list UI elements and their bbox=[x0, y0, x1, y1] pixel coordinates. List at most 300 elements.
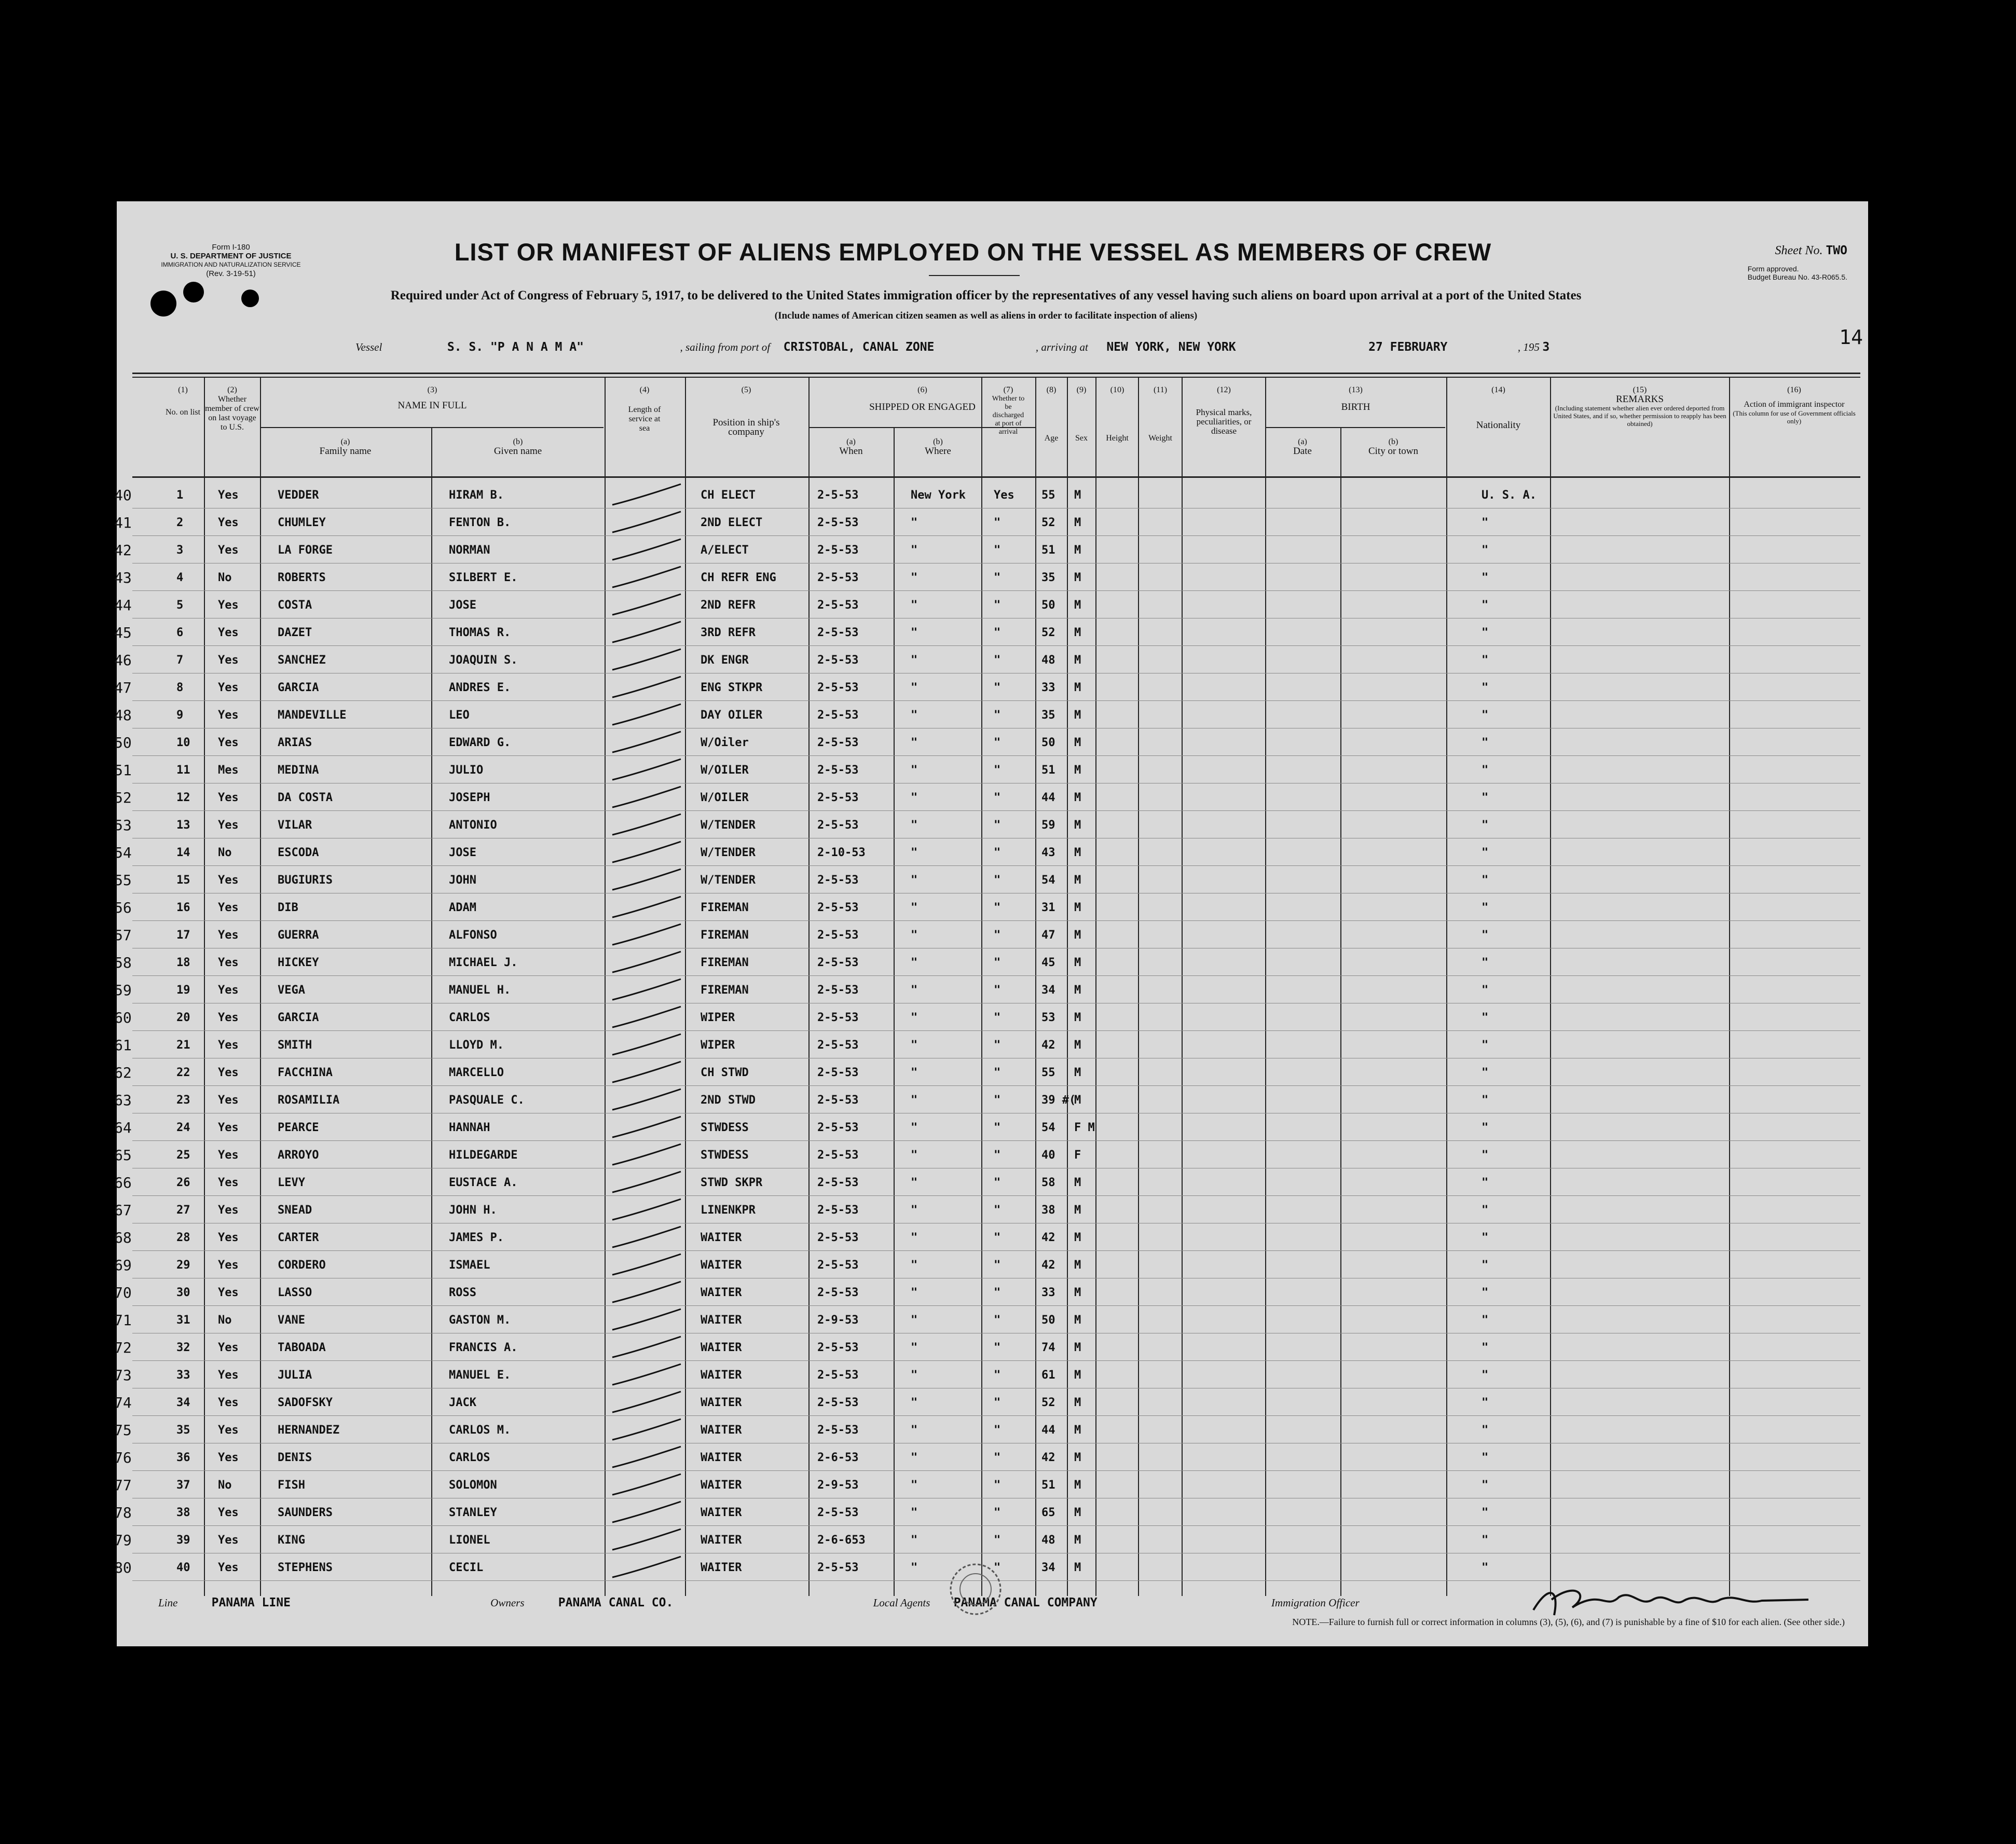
crew-table bbox=[114, 373, 1860, 1597]
nationality: " bbox=[1482, 791, 1489, 804]
sex: M bbox=[1074, 1534, 1081, 1547]
col-nationality-label: Nationality bbox=[1476, 420, 1521, 431]
age: 61 bbox=[1041, 1369, 1055, 1382]
table-top-rule bbox=[132, 373, 1860, 374]
margin-line-number: 43 bbox=[114, 569, 132, 586]
shipped-when: 2-5-53 bbox=[817, 681, 859, 694]
given-name: EUSTACE A. bbox=[449, 1176, 518, 1189]
shipped-where: " bbox=[911, 1534, 918, 1547]
col-discharge-num: (7) bbox=[1003, 386, 1013, 394]
service-length-stroke bbox=[607, 810, 685, 841]
margin-line-number: 69 bbox=[114, 1257, 132, 1274]
discharge: " bbox=[994, 599, 1001, 612]
row-rule bbox=[132, 1525, 1860, 1526]
row-number: 18 bbox=[176, 956, 190, 969]
family-name: CORDERO bbox=[278, 1259, 326, 1272]
given-name: PASQUALE C. bbox=[449, 1094, 525, 1107]
col-shipped-label: SHIPPED OR ENGAGED bbox=[869, 402, 976, 412]
margin-line-number: 52 bbox=[114, 789, 132, 806]
shipped-where: New York bbox=[911, 489, 966, 502]
col-service-num: (4) bbox=[639, 386, 650, 394]
family-name: PEARCE bbox=[278, 1121, 319, 1134]
officer-label: Immigration Officer bbox=[1271, 1597, 1360, 1609]
shipped-when: 2-5-53 bbox=[817, 929, 859, 942]
agents-label: Local Agents bbox=[873, 1597, 930, 1609]
given-name: SOLOMON bbox=[449, 1479, 497, 1492]
row-rule bbox=[132, 865, 1860, 866]
margin-line-number: 80 bbox=[114, 1559, 132, 1576]
given-name: JOAQUIN S. bbox=[449, 654, 518, 667]
position: 2ND STWD bbox=[701, 1094, 756, 1107]
given-name: ROSS bbox=[449, 1286, 476, 1299]
shipped-where: " bbox=[911, 929, 918, 942]
prev-voyage: No bbox=[218, 1479, 232, 1492]
prev-voyage: Mes bbox=[218, 764, 239, 777]
title-underline bbox=[929, 275, 1020, 276]
position: WAITER bbox=[701, 1396, 742, 1409]
nationality: " bbox=[1482, 1231, 1489, 1244]
nationality: " bbox=[1482, 681, 1489, 694]
shipped-when: 2-5-53 bbox=[817, 1396, 859, 1409]
age: 42 bbox=[1041, 1231, 1055, 1244]
family-name: VEDDER bbox=[278, 489, 319, 502]
position: STWDESS bbox=[701, 1149, 749, 1162]
shipped-when: 2-5-53 bbox=[817, 1424, 859, 1437]
col-divider bbox=[981, 377, 982, 1596]
sex: M bbox=[1074, 736, 1081, 749]
family-name: SAUNDERS bbox=[278, 1506, 333, 1519]
col-discharge-header bbox=[982, 386, 1034, 436]
col-where-label: Where bbox=[925, 446, 951, 457]
nationality: " bbox=[1482, 1066, 1489, 1079]
position: CH STWD bbox=[701, 1066, 749, 1079]
nationality: " bbox=[1482, 516, 1489, 529]
family-name: ROSAMILIA bbox=[278, 1094, 340, 1107]
service-length-stroke bbox=[607, 892, 685, 924]
col-divider bbox=[1729, 377, 1730, 1596]
shipped-where: " bbox=[911, 599, 918, 612]
col-sex-header bbox=[1068, 386, 1095, 443]
position: FIREMAN bbox=[701, 956, 749, 969]
row-number: 7 bbox=[176, 654, 184, 667]
given-name: LIONEL bbox=[449, 1534, 490, 1547]
vessel-label: Vessel bbox=[355, 341, 382, 353]
position: STWDESS bbox=[701, 1121, 749, 1134]
family-name: GARCIA bbox=[278, 681, 319, 694]
margin-line-number: 42 bbox=[114, 542, 132, 559]
given-name: JACK bbox=[449, 1396, 476, 1409]
age: 42 bbox=[1041, 1039, 1055, 1052]
age: 52 bbox=[1041, 626, 1055, 639]
col-no-label: No. on list bbox=[165, 408, 201, 417]
col-age-label: Age bbox=[1044, 434, 1059, 443]
col-divider bbox=[894, 427, 895, 1596]
col-city-num: (b) bbox=[1388, 437, 1398, 446]
footer-line bbox=[158, 1596, 1360, 1609]
shipped-when: 2-5-53 bbox=[817, 1341, 859, 1354]
prev-voyage: Yes bbox=[218, 791, 239, 804]
shipped-where: " bbox=[911, 764, 918, 777]
service-length-stroke bbox=[607, 837, 685, 869]
sex: M bbox=[1074, 984, 1081, 997]
discharge: " bbox=[994, 956, 1001, 969]
manifest-sheet bbox=[114, 201, 1868, 1646]
service-length-stroke bbox=[607, 1305, 685, 1336]
given-name: MICHAEL J. bbox=[449, 956, 518, 969]
discharge: " bbox=[994, 1204, 1001, 1217]
arriving-port: NEW YORK, NEW YORK bbox=[1106, 340, 1236, 354]
nationality: " bbox=[1482, 1286, 1489, 1299]
discharge: " bbox=[994, 1369, 1001, 1382]
col-name-header bbox=[261, 386, 604, 410]
position: WIPER bbox=[701, 1011, 735, 1024]
row-number: 33 bbox=[176, 1369, 190, 1382]
position: WAITER bbox=[701, 1479, 742, 1492]
position: W/TENDER bbox=[701, 874, 756, 887]
given-name: JOHN H. bbox=[449, 1204, 497, 1217]
prev-voyage: Yes bbox=[218, 1039, 239, 1052]
shipped-where: " bbox=[911, 1259, 918, 1272]
row-number: 13 bbox=[176, 819, 190, 832]
col-birth-header bbox=[1266, 386, 1445, 412]
margin-line-number: 40 bbox=[114, 487, 132, 504]
age: 44 bbox=[1041, 791, 1055, 804]
given-name: ANDRES E. bbox=[449, 681, 511, 694]
shipped-where: " bbox=[911, 571, 918, 584]
sex: M bbox=[1074, 1424, 1081, 1437]
service-length-stroke bbox=[607, 480, 685, 511]
nationality: " bbox=[1482, 846, 1489, 859]
shipped-when: 2-6-53 bbox=[817, 1451, 859, 1464]
family-name: VANE bbox=[278, 1314, 305, 1327]
service-length-stroke bbox=[607, 1030, 685, 1061]
row-rule bbox=[132, 1305, 1860, 1306]
shipped-where: " bbox=[911, 1451, 918, 1464]
discharge: " bbox=[994, 1149, 1001, 1162]
sex: F M bbox=[1074, 1121, 1095, 1134]
given-name: JOHN bbox=[449, 874, 476, 887]
age: 65 bbox=[1041, 1506, 1055, 1519]
col-divider bbox=[1265, 377, 1266, 1596]
row-number: 28 bbox=[176, 1231, 190, 1244]
age: 42 bbox=[1041, 1259, 1055, 1272]
shipped-where: " bbox=[911, 1396, 918, 1409]
family-name: SADOFSKY bbox=[278, 1396, 333, 1409]
sex: M bbox=[1074, 1396, 1081, 1409]
prev-voyage: Yes bbox=[218, 929, 239, 942]
discharge: " bbox=[994, 1479, 1001, 1492]
family-name: GUERRA bbox=[278, 929, 319, 942]
col-birth-num: (13) bbox=[1349, 386, 1363, 394]
service-length-stroke bbox=[607, 1002, 685, 1034]
service-length-stroke bbox=[607, 1497, 685, 1529]
margin-line-number: 72 bbox=[114, 1339, 132, 1356]
row-rule bbox=[132, 755, 1860, 756]
row-rule bbox=[132, 1250, 1860, 1251]
age: 38 bbox=[1041, 1204, 1055, 1217]
margin-line-number: 46 bbox=[114, 652, 132, 669]
col-service-header bbox=[606, 386, 683, 433]
col-position-num: (5) bbox=[741, 386, 751, 394]
shipped-where: " bbox=[911, 1341, 918, 1354]
col-name-num: (3) bbox=[427, 386, 437, 394]
family-name: DAZET bbox=[278, 626, 312, 639]
nationality: " bbox=[1482, 1039, 1489, 1052]
shipped-where: " bbox=[911, 1231, 918, 1244]
prev-voyage: Yes bbox=[218, 709, 239, 722]
shipped-when: 2-5-53 bbox=[817, 1011, 859, 1024]
given-name: FRANCIS A. bbox=[449, 1341, 518, 1354]
shipped-when: 2-5-53 bbox=[817, 736, 859, 749]
shipped-when: 2-5-53 bbox=[817, 1506, 859, 1519]
margin-line-number: 54 bbox=[114, 844, 132, 861]
shipped-where: " bbox=[911, 1424, 918, 1437]
sex: M bbox=[1074, 544, 1081, 557]
col-height-num: (10) bbox=[1110, 386, 1124, 394]
given-name: LEO bbox=[449, 709, 470, 722]
shipped-when: 2-5-53 bbox=[817, 1204, 859, 1217]
vessel-line bbox=[355, 340, 1549, 354]
nationality: " bbox=[1482, 929, 1489, 942]
shipped-where: " bbox=[911, 654, 918, 667]
given-name: JAMES P. bbox=[449, 1231, 504, 1244]
col-action-num: (16) bbox=[1787, 386, 1801, 394]
sex: M bbox=[1074, 764, 1081, 777]
position: 2ND ELECT bbox=[701, 516, 763, 529]
sex: M bbox=[1074, 1506, 1081, 1519]
shipped-where: " bbox=[911, 901, 918, 914]
shipped-when: 2-5-53 bbox=[817, 984, 859, 997]
discharge: " bbox=[994, 984, 1001, 997]
service-length-stroke bbox=[607, 617, 685, 649]
sex: M bbox=[1074, 1286, 1081, 1299]
row-number: 10 bbox=[176, 736, 190, 749]
position: WAITER bbox=[701, 1451, 742, 1464]
nationality: " bbox=[1482, 544, 1489, 557]
col-family-label: Family name bbox=[319, 446, 372, 457]
position: WAITER bbox=[701, 1314, 742, 1327]
row-number: 4 bbox=[176, 571, 184, 584]
age: 44 bbox=[1041, 1424, 1055, 1437]
age: 51 bbox=[1041, 544, 1055, 557]
family-name: LEVY bbox=[278, 1176, 305, 1189]
shipped-when: 2-6-653 bbox=[817, 1534, 866, 1547]
given-name: ADAM bbox=[449, 901, 476, 914]
nationality: " bbox=[1482, 764, 1489, 777]
prev-voyage: Yes bbox=[218, 819, 239, 832]
col-sex-num: (9) bbox=[1076, 386, 1087, 394]
shipped-where: " bbox=[911, 626, 918, 639]
sex: M bbox=[1074, 1176, 1081, 1189]
shipped-when: 2-5-53 bbox=[817, 1286, 859, 1299]
age: 55 bbox=[1041, 489, 1055, 502]
col-when-header bbox=[810, 437, 893, 456]
prev-voyage: Yes bbox=[218, 626, 239, 639]
shipped-where: " bbox=[911, 819, 918, 832]
col-marks-label: Physical marks, peculiarities, or disease bbox=[1196, 407, 1252, 436]
row-rule bbox=[132, 1360, 1860, 1361]
position: WAITER bbox=[701, 1369, 742, 1382]
prev-voyage: Yes bbox=[218, 1066, 239, 1079]
shipped-when: 2-5-53 bbox=[817, 654, 859, 667]
given-name: THOMAS R. bbox=[449, 626, 511, 639]
margin-line-number: 77 bbox=[114, 1477, 132, 1494]
shipped-where: " bbox=[911, 1314, 918, 1327]
col-marks-num: (12) bbox=[1217, 386, 1231, 394]
service-length-stroke bbox=[607, 645, 685, 676]
shipped-where: " bbox=[911, 1561, 918, 1574]
margin-line-number: 41 bbox=[114, 514, 132, 531]
col-weight-header bbox=[1139, 386, 1182, 443]
col-remarks-num: (15) bbox=[1633, 386, 1647, 394]
margin-line-number: 67 bbox=[114, 1202, 132, 1219]
sex: M bbox=[1074, 571, 1081, 584]
discharge: " bbox=[994, 1039, 1001, 1052]
service-length-stroke bbox=[607, 1360, 685, 1391]
position: W/OILER bbox=[701, 764, 749, 777]
include-note: (Include names of American citizen seamen as well as aliens in order to facilitate inspection of aliens) bbox=[774, 310, 1198, 321]
nationality: " bbox=[1482, 1451, 1489, 1464]
position: WAITER bbox=[701, 1286, 742, 1299]
prev-voyage: Yes bbox=[218, 1204, 239, 1217]
discharge: " bbox=[994, 516, 1001, 529]
nationality: " bbox=[1482, 1534, 1489, 1547]
col-city-label: City or town bbox=[1368, 446, 1419, 457]
sex: M bbox=[1074, 1011, 1081, 1024]
age: 52 bbox=[1041, 1396, 1055, 1409]
row-number: 32 bbox=[176, 1341, 190, 1354]
prev-voyage: No bbox=[218, 846, 232, 859]
family-name: VILAR bbox=[278, 819, 312, 832]
prev-voyage: Yes bbox=[218, 544, 239, 557]
given-name: JOSEPH bbox=[449, 791, 490, 804]
age: 59 bbox=[1041, 819, 1055, 832]
prev-voyage: Yes bbox=[218, 1534, 239, 1547]
sex: M bbox=[1074, 901, 1081, 914]
age: 52 bbox=[1041, 516, 1055, 529]
sex: M bbox=[1074, 599, 1081, 612]
given-name: CARLOS bbox=[449, 1451, 490, 1464]
sex: M bbox=[1074, 819, 1081, 832]
discharge: " bbox=[994, 819, 1001, 832]
service-length-stroke bbox=[607, 755, 685, 786]
shipped-when: 2-9-53 bbox=[817, 1314, 859, 1327]
prev-voyage: Yes bbox=[218, 1561, 239, 1574]
position: FIREMAN bbox=[701, 984, 749, 997]
shipped-when: 2-5-53 bbox=[817, 1039, 859, 1052]
shipped-where: " bbox=[911, 984, 918, 997]
agents-value: PANAMA CANAL COMPANY bbox=[953, 1596, 1098, 1609]
position: WAITER bbox=[701, 1506, 742, 1519]
row-number: 35 bbox=[176, 1424, 190, 1437]
col-where-header bbox=[895, 437, 981, 456]
prev-voyage: Yes bbox=[218, 1451, 239, 1464]
shipped-when: 2-5-53 bbox=[817, 819, 859, 832]
row-number: 11 bbox=[176, 764, 190, 777]
position: STWD SKPR bbox=[701, 1176, 763, 1189]
prev-voyage: Yes bbox=[218, 1231, 239, 1244]
discharge: " bbox=[994, 654, 1001, 667]
margin-line-number: 79 bbox=[114, 1532, 132, 1549]
service-length-stroke bbox=[607, 1112, 685, 1144]
prev-voyage: No bbox=[218, 571, 232, 584]
prev-voyage: Yes bbox=[218, 489, 239, 502]
sex: M bbox=[1074, 709, 1081, 722]
prev-voyage: Yes bbox=[218, 1369, 239, 1382]
position: CH ELECT bbox=[701, 489, 756, 502]
service-length-stroke bbox=[607, 1085, 685, 1116]
shipped-when: 2-5-53 bbox=[817, 626, 859, 639]
sex: F bbox=[1074, 1149, 1081, 1162]
col-divider bbox=[808, 377, 810, 1596]
margin-line-number: 73 bbox=[114, 1367, 132, 1384]
sheet-label: Sheet No. bbox=[1775, 244, 1823, 257]
margin-line-number: 68 bbox=[114, 1229, 132, 1246]
given-name: FENTON B. bbox=[449, 516, 511, 529]
given-name: CECIL bbox=[449, 1561, 484, 1574]
margin-line-number: 64 bbox=[114, 1119, 132, 1136]
sex: M bbox=[1074, 626, 1081, 639]
col-service-label: Length of service at sea bbox=[628, 405, 661, 433]
family-name: SANCHEZ bbox=[278, 654, 326, 667]
prev-voyage: Yes bbox=[218, 1011, 239, 1024]
year-digit: 3 bbox=[1542, 340, 1550, 354]
family-name: FACCHINA bbox=[278, 1066, 333, 1079]
family-name: BUGIURIS bbox=[278, 874, 333, 887]
age: 51 bbox=[1041, 764, 1055, 777]
service-length-stroke bbox=[607, 590, 685, 621]
discharge: " bbox=[994, 1286, 1001, 1299]
nationality: " bbox=[1482, 1561, 1489, 1574]
nationality: " bbox=[1482, 1396, 1489, 1409]
col-when-label: When bbox=[839, 446, 863, 457]
given-name: EDWARD G. bbox=[449, 736, 511, 749]
sex: M bbox=[1074, 956, 1081, 969]
margin-line-number: 51 bbox=[114, 762, 132, 779]
position: WAITER bbox=[701, 1534, 742, 1547]
col-height-label: Height bbox=[1106, 434, 1129, 443]
nationality: U. S. A. bbox=[1482, 489, 1537, 502]
discharge: Yes bbox=[994, 489, 1014, 502]
service-length-stroke bbox=[607, 1250, 685, 1281]
col-shipped-num: (6) bbox=[917, 386, 927, 394]
nationality: " bbox=[1482, 654, 1489, 667]
margin-line-number: 71 bbox=[114, 1312, 132, 1329]
col-name-label: NAME IN FULL bbox=[397, 400, 467, 411]
age: 55 bbox=[1041, 1066, 1055, 1079]
row-number: 1 bbox=[176, 489, 184, 502]
service-length-stroke bbox=[607, 700, 685, 731]
shipped-where: " bbox=[911, 1176, 918, 1189]
service-length-stroke bbox=[607, 727, 685, 759]
discharge: " bbox=[994, 901, 1001, 914]
prev-voyage: Yes bbox=[218, 599, 239, 612]
col-remarks-header bbox=[1552, 386, 1728, 428]
row-number: 23 bbox=[176, 1094, 190, 1107]
position: W/OILER bbox=[701, 791, 749, 804]
row-rule bbox=[132, 645, 1860, 646]
row-number: 15 bbox=[176, 874, 190, 887]
margin-line-number: 50 bbox=[114, 734, 132, 751]
col-birthdate-header bbox=[1266, 437, 1339, 456]
shipped-when: 2-5-53 bbox=[817, 956, 859, 969]
given-name: MARCELLO bbox=[449, 1066, 504, 1079]
row-number: 24 bbox=[176, 1121, 190, 1134]
family-name: HERNANDEZ bbox=[278, 1424, 340, 1437]
row-number: 19 bbox=[176, 984, 190, 997]
prev-voyage: Yes bbox=[218, 681, 239, 694]
row-rule bbox=[132, 920, 1860, 921]
